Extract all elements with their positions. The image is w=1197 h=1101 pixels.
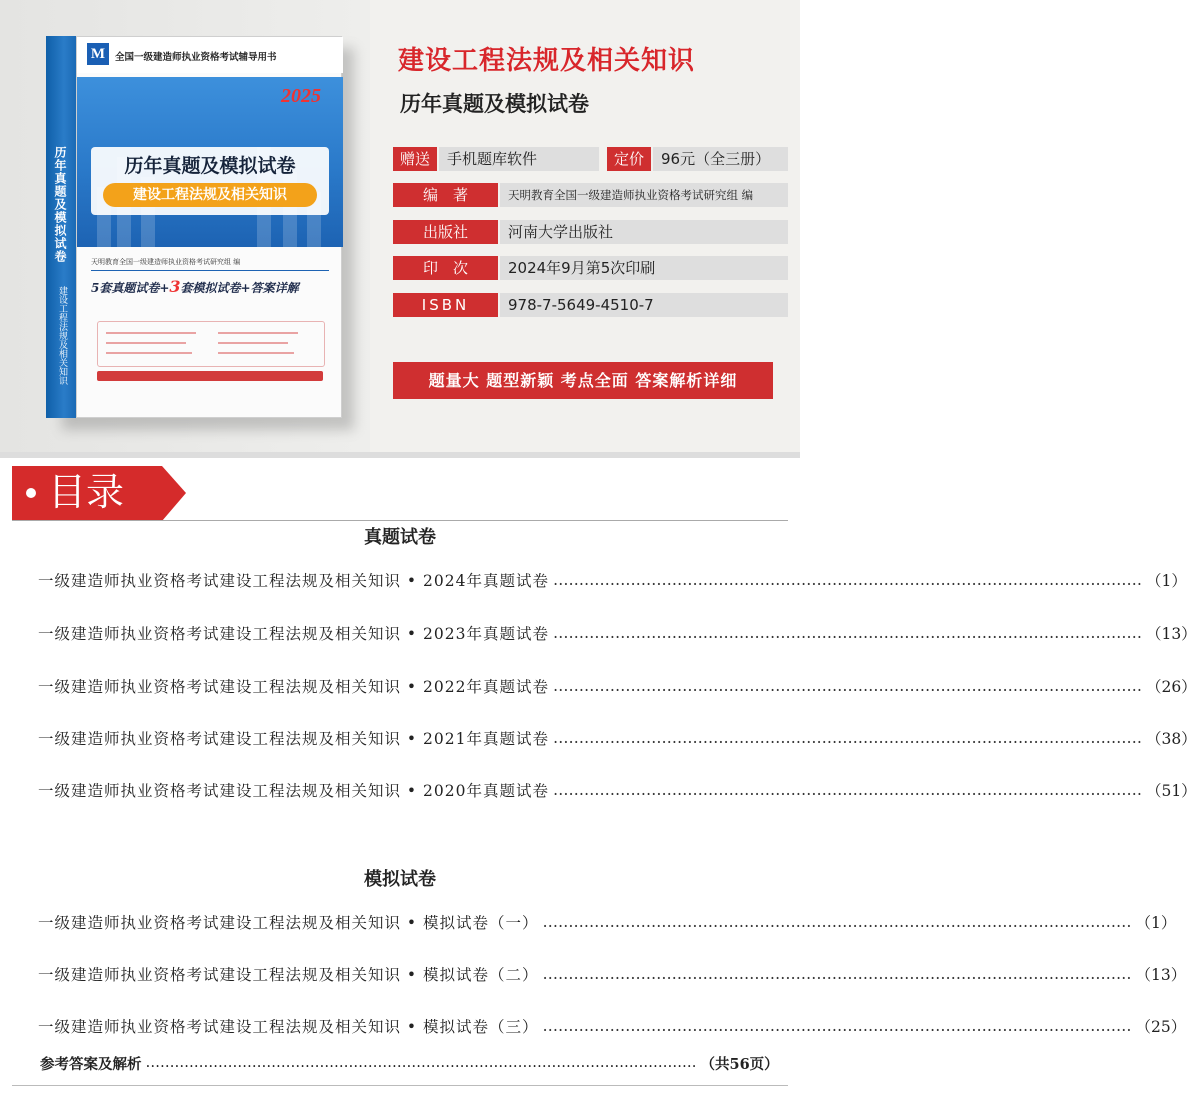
toc-entry-page: （13）: [1135, 966, 1187, 984]
feature-line: [218, 352, 294, 354]
toc-entry: [38, 620, 1197, 646]
book-cover: [76, 36, 342, 418]
toc-entry-title: 一级建造师执业资格考试建设工程法规及相关知识 • 2022年真题试卷: [38, 678, 549, 696]
toc-entry-page: （1）: [1145, 572, 1187, 590]
spine-title: 历年真题及模拟试卷: [53, 146, 67, 263]
publisher-logo-icon: M: [87, 43, 109, 65]
printing-row: [393, 256, 788, 280]
cover-feature-panel: [97, 321, 325, 367]
author-label: 编 著: [393, 183, 498, 207]
toc-rule: [12, 520, 788, 521]
price-label: 定价: [607, 147, 651, 171]
printing-label: 印 次: [393, 256, 498, 280]
product-banner: [0, 0, 800, 455]
slogan-suffix: 套模拟试卷+答案详解: [180, 281, 299, 295]
toc-leader: ……………………………………………………………………………………………………: [552, 781, 1142, 799]
author-value: 天明教育全国一级建造师执业资格考试研究组 编: [500, 183, 788, 207]
toc-entry: [38, 961, 1187, 987]
toc-entry-title: 一级建造师执业资格考试建设工程法规及相关知识 • 模拟试卷（三）: [38, 1018, 539, 1036]
toc-leader: ……………………………………………………………………………………………………: [542, 913, 1132, 931]
toc-heading: 目录: [48, 470, 125, 514]
feature-line: [218, 342, 288, 344]
printing-value: 2024年9月第5次印刷: [500, 256, 788, 280]
cover-author: 天明教育全国一级建造师执业资格考试研究组 编: [91, 257, 329, 271]
toc-leader: ……………………………………………………………………………………………………: [552, 677, 1142, 695]
isbn-value: 978-7-5649-4510-7: [500, 293, 788, 317]
toc-entry-page: （38）: [1145, 730, 1197, 748]
spine-subtitle: 建设工程法规及相关知识: [57, 286, 67, 385]
price-value: 96元（全三册）: [653, 147, 788, 171]
cover-slogan: [91, 277, 331, 296]
toc-entry-title: 一级建造师执业资格考试建设工程法规及相关知识 • 2020年真题试卷: [38, 782, 549, 800]
cover-subtitle: 建设工程法规及相关知识: [103, 183, 317, 207]
feature-line: [106, 352, 192, 354]
feature-line: [106, 342, 186, 344]
cover-title-box: [91, 147, 329, 215]
section-real-papers: 真题试卷: [364, 527, 436, 548]
toc-leader: ……………………………………………………………………………………………………: [542, 1017, 1132, 1035]
gift-price-row: [393, 147, 788, 171]
bottom-rule: [12, 1085, 788, 1086]
toc-leader: ……………………………………………………………………………………………………: [542, 965, 1132, 983]
toc-entry: [38, 777, 1197, 803]
cover-header: [77, 37, 343, 73]
toc-answers-entry: [40, 1051, 779, 1075]
slogan-number: 3: [169, 277, 181, 296]
isbn-row: [393, 293, 788, 317]
toc-entry: [38, 673, 1197, 699]
toc-leader: ……………………………………………………………………………………………………: [552, 571, 1142, 589]
answers-title: 参考答案及解析: [40, 1055, 142, 1073]
cover-title: 历年真题及模拟试卷: [124, 155, 296, 177]
answers-pages: （共56页）: [700, 1055, 779, 1073]
toc-entry-page: （25）: [1135, 1018, 1187, 1036]
section-mock-papers: 模拟试卷: [364, 869, 436, 890]
product-subtitle: 历年真题及模拟试卷: [400, 91, 589, 116]
toc-entry-page: （13）: [1145, 625, 1197, 643]
toc-entry-title: 一级建造师执业资格考试建设工程法规及相关知识 • 模拟试卷（一）: [38, 914, 539, 932]
toc-entry-title: 一级建造师执业资格考试建设工程法规及相关知识 • 2024年真题试卷: [38, 572, 549, 590]
book-spine: [46, 36, 76, 418]
toc-entry: [38, 725, 1197, 751]
toc-entry: [38, 1013, 1187, 1039]
author-row: [393, 183, 788, 207]
cover-year: 2025: [281, 85, 321, 107]
toc-entry-page: （51）: [1145, 782, 1197, 800]
toc-entry-title: 一级建造师执业资格考试建设工程法规及相关知识 • 2023年真题试卷: [38, 625, 549, 643]
toc-entry: [38, 567, 1187, 593]
toc-leader: ……………………………………………………………………………………………………: [552, 624, 1142, 642]
gift-value: 手机题库软件: [439, 147, 599, 171]
toc-entry-page: （26）: [1145, 678, 1197, 696]
toc-leader: ……………………………………………………………………………………………………: [552, 729, 1142, 747]
cover-notice-bar: [97, 371, 323, 381]
isbn-label: ISBN: [393, 293, 498, 317]
bullet-icon: [26, 488, 36, 498]
publisher-label: 出版社: [393, 220, 498, 244]
cover-series: 全国一级建造师执业资格考试辅导用书: [115, 52, 277, 63]
toc-entry-title: 一级建造师执业资格考试建设工程法规及相关知识 • 2021年真题试卷: [38, 730, 549, 748]
product-title: 建设工程法规及相关知识: [398, 46, 696, 76]
promo-banner: 题量大 题型新颖 考点全面 答案解析详细: [393, 362, 773, 399]
toc-leader: ……………………………………………………………………………………………………: [145, 1055, 697, 1071]
feature-line: [218, 332, 298, 334]
slogan-prefix: 5套真题试卷+: [91, 281, 170, 295]
toc-entry-page: （1）: [1135, 914, 1177, 932]
feature-line: [106, 332, 196, 334]
toc-entry: [38, 909, 1177, 935]
publisher-value: 河南大学出版社: [500, 220, 788, 244]
toc-entry-title: 一级建造师执业资格考试建设工程法规及相关知识 • 模拟试卷（二）: [38, 966, 539, 984]
gift-label: 赠送: [393, 147, 437, 171]
publisher-row: [393, 220, 788, 244]
